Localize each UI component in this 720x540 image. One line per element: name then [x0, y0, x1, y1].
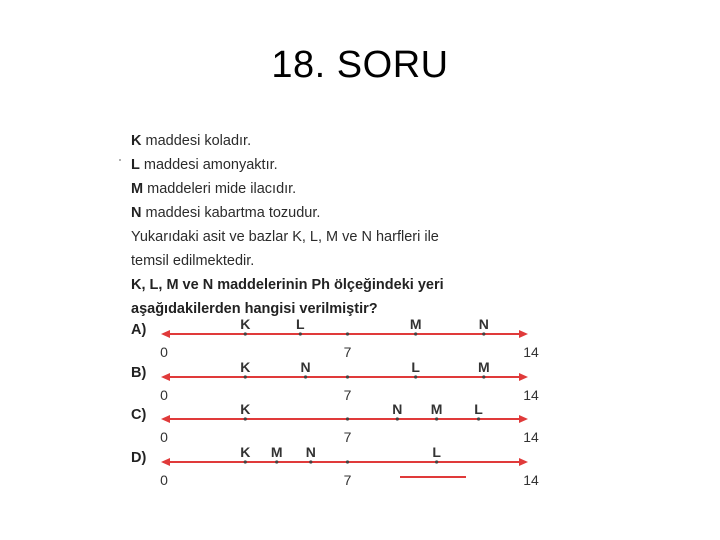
option-letter: A) — [131, 322, 147, 338]
statement-text: maddesi kabartma tozudur. — [141, 205, 321, 221]
option-b[interactable] — [131, 359, 561, 403]
scale-number: 0 — [160, 344, 168, 360]
scale-mark-label: M — [477, 359, 490, 375]
option-d[interactable] — [131, 444, 561, 488]
neutral-tick — [346, 460, 349, 463]
scale-mark-label: L — [474, 401, 483, 417]
slide-title: 18. SORU — [271, 44, 449, 86]
left-arrowhead — [161, 330, 170, 338]
ph-scale-line — [131, 448, 541, 478]
scale-number: 7 — [343, 387, 352, 403]
mark-dot — [244, 375, 247, 378]
question-line-4: aşağıdakilerden hangisi verilmiştir? — [131, 301, 378, 317]
statement-n — [131, 201, 591, 225]
mark-dot — [275, 460, 278, 463]
underline-mark — [400, 476, 466, 478]
statement-letter: N — [131, 205, 142, 221]
option-letter: C) — [131, 407, 147, 423]
neutral-tick — [346, 332, 349, 335]
scale-number: 0 — [160, 472, 168, 488]
right-arrowhead — [519, 330, 528, 338]
mark-dot — [304, 375, 307, 378]
scale-mark-label: K — [240, 401, 251, 417]
scale-mark-label: L — [411, 359, 420, 375]
mark-dot — [299, 332, 302, 335]
neutral-tick — [346, 417, 349, 420]
question-text — [131, 129, 591, 321]
mark-dot — [244, 417, 247, 420]
statement-letter: K — [131, 133, 142, 149]
right-arrowhead — [519, 415, 528, 423]
mark-dot — [414, 332, 417, 335]
scale-number: 14 — [523, 472, 539, 488]
scale-mark-label: N — [478, 316, 489, 332]
mark-dot — [244, 332, 247, 335]
left-arrowhead — [161, 415, 170, 423]
scale-number: 7 — [343, 344, 352, 360]
mark-dot — [477, 417, 480, 420]
option-letter: B) — [131, 365, 147, 381]
statement-text: maddeleri mide ilacıdır. — [143, 181, 297, 197]
option-letter: D) — [131, 450, 147, 466]
statement-m — [131, 177, 591, 201]
scale-number: 0 — [160, 387, 168, 403]
scale-number: 14 — [523, 429, 539, 445]
left-arrowhead — [161, 458, 170, 466]
statement-l — [131, 153, 591, 177]
scale-mark-label: N — [392, 401, 403, 417]
statement-letter: L — [131, 157, 140, 173]
mark-dot — [482, 375, 485, 378]
statement-text: maddesi amonyaktır. — [139, 157, 278, 173]
scale-number: 7 — [343, 429, 352, 445]
mark-dot — [435, 417, 438, 420]
mark-dot — [309, 460, 312, 463]
mark-dot — [482, 332, 485, 335]
scale-mark-label: N — [300, 359, 311, 375]
scale-mark-label: K — [240, 444, 251, 460]
question-line-3: K, L, M ve N maddelerinin Ph ölçeğindeki yeri — [131, 277, 444, 293]
scale-mark-label: K — [240, 316, 251, 332]
right-arrowhead — [519, 373, 528, 381]
mark-dot — [414, 375, 417, 378]
scale-number: 0 — [160, 429, 168, 445]
scale-number: 7 — [343, 472, 352, 488]
scale-mark-label: L — [296, 316, 305, 332]
question-line-2: temsil edilmektedir. — [131, 253, 255, 269]
statement-letter: M — [131, 181, 144, 197]
scale-mark-label: M — [270, 444, 283, 460]
neutral-tick — [346, 375, 349, 378]
scale-number: 14 — [523, 387, 539, 403]
right-arrowhead — [519, 458, 528, 466]
scale-mark-label: K — [240, 359, 251, 375]
left-arrowhead — [161, 373, 170, 381]
statement-k — [131, 129, 591, 153]
option-c[interactable] — [131, 401, 561, 445]
stray-dot — [119, 159, 121, 161]
scale-number: 14 — [523, 344, 539, 360]
mark-dot — [396, 417, 399, 420]
scale-mark-label: M — [409, 316, 422, 332]
question-line-1: Yukarıdaki asit ve bazlar K, L, M ve N harfleri ile — [131, 229, 439, 245]
scale-mark-label: L — [432, 444, 441, 460]
statement-text: maddesi koladır. — [141, 133, 252, 149]
mark-dot — [244, 460, 247, 463]
option-a[interactable] — [131, 316, 561, 360]
mark-dot — [435, 460, 438, 463]
scale-mark-label: M — [430, 401, 443, 417]
scale-mark-label: N — [305, 444, 316, 460]
